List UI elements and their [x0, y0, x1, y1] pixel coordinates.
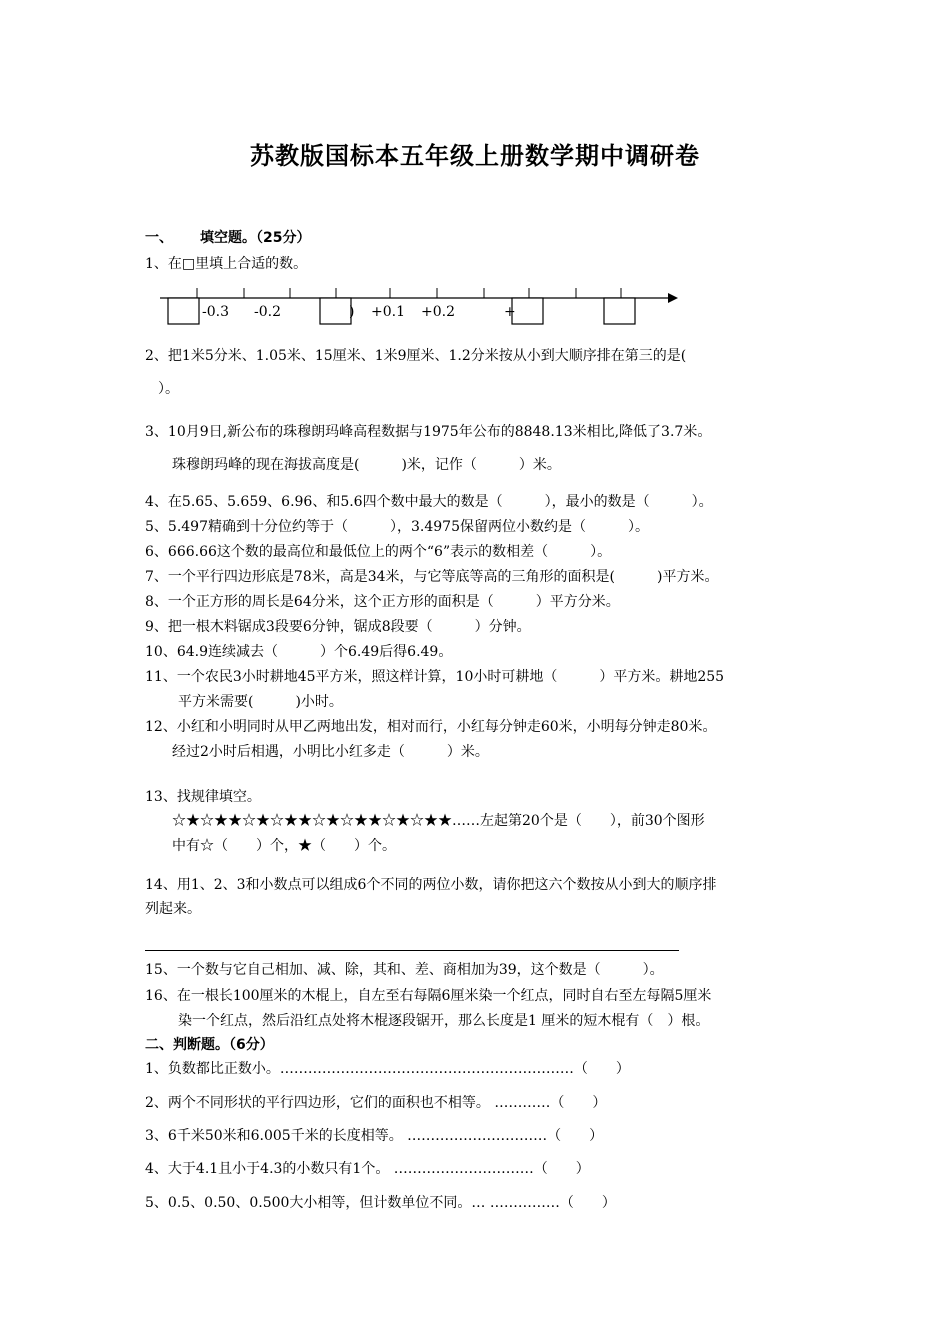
- question-3-cont: 珠穆朗玛峰的现在海拔高度是( )米，记作（ ）米。: [172, 457, 561, 473]
- question-14-cont: 列起来。: [145, 901, 201, 917]
- number-line-arrow-icon: [668, 293, 678, 303]
- question-13-pattern: ☆★☆★★☆★☆★★☆★☆★★☆★☆★★……左起第20个是（ ），前30个图形: [172, 813, 705, 829]
- question-2-cont: ）。: [158, 381, 179, 397]
- answer-box: [168, 298, 199, 324]
- question-2: 2、把1米5分米、1.05米、15厘米、1米9厘米、1.2分米按从小到大顺序排在第三的是(: [145, 348, 687, 364]
- judge-item: 5、0.5、0.50、0.500大小相等，但计数单位不同。… ……………（ ）: [145, 1195, 616, 1211]
- question-15: 15、一个数与它自己相加、减、除，其和、差、商相加为39，这个数是（ ）。: [145, 962, 664, 978]
- tick-label: -0.2: [254, 304, 281, 320]
- question-9: 9、把一根木料锯成3段要6分钟，锯成8段要（ ）分钟。: [145, 619, 531, 635]
- judge-item: 2、两个不同形状的平行四边形，它们的面积也不相等。 …………（ ）: [145, 1095, 607, 1111]
- question-12: 12、小红和小明同时从甲乙两地出发，相对而行，小红每分钟走60米，小明每分钟走80米。: [145, 719, 717, 735]
- question-5: 5、5.497精确到十分位约等于（ ），3.4975保留两位小数约是（ ）。: [145, 519, 649, 535]
- section-1-number: 一、: [145, 230, 173, 246]
- answer-box: [512, 298, 543, 324]
- judge-item: 3、6千米50米和6.005千米的长度相等。 …………………………（ ）: [145, 1128, 604, 1144]
- answer-box: [320, 298, 351, 324]
- section-2-heading: 二、判断题。（6分）: [145, 1037, 274, 1053]
- judge-item: 4、大于4.1且小于4.3的小数只有1个。 …………………………（ ）: [145, 1161, 590, 1177]
- tick-label: +0.2: [421, 304, 455, 320]
- question-11-cont: 平方米需要( )小时。: [178, 694, 343, 710]
- judge-item: 1、负数都比正数小。………………………………………………………（ ）: [145, 1061, 630, 1077]
- number-line: [0, 0, 950, 340]
- question-16: 16、在一根长100厘米的木棍上，自左至右每隔6厘米染一个红点，同时自右至左每隔5厘米: [145, 988, 712, 1004]
- answer-line: [145, 950, 679, 951]
- question-6: 6、666.66这个数的最高位和最低位上的两个“6”表示的数相差（ ）。: [145, 544, 612, 560]
- tick-label: -0.3: [202, 304, 229, 320]
- question-13-cont: 中有☆（ ）个，★（ ）个。: [172, 838, 396, 854]
- question-3: 3、10月9日,新公布的珠穆朗玛峰高程数据与1975年公布的8848.13米相比,降低了3.7米。: [145, 424, 712, 440]
- tick-label: ): [349, 304, 355, 320]
- tick-label: +0.1: [371, 304, 405, 320]
- question-8: 8、一个正方形的周长是64分米，这个正方形的面积是（ ）平方分米。: [145, 594, 620, 610]
- page-title: 苏教版国标本五年级上册数学期中调研卷: [250, 142, 700, 170]
- question-1: 1、在□里填上合适的数。: [145, 256, 308, 272]
- question-13: 13、找规律填空。: [145, 789, 261, 805]
- section-1-heading: 填空题。（25分）: [200, 230, 311, 246]
- question-14: 14、用1、2、3和小数点可以组成6个不同的两位小数，请你把这六个数按从小到大的顺序排: [145, 877, 717, 893]
- question-16-cont: 染一个红点，然后沿红点处将木棍逐段锯开，那么长度是1 厘米的短木棍有（ ）根。: [178, 1013, 710, 1029]
- question-7: 7、一个平行四边形底是78米，高是34米，与它等底等高的三角形的面积是( )平方米。: [145, 569, 719, 585]
- question-11: 11、一个农民3小时耕地45平方米，照这样计算，10小时可耕地（ ）平方米。耕地255: [145, 669, 725, 685]
- answer-box: [604, 298, 635, 324]
- question-10: 10、64.9连续减去（ ）个6.49后得6.49。: [145, 644, 453, 660]
- question-4: 4、在5.65、5.659、6.96、和5.6四个数中最大的数是（ ），最小的数是（ ）。: [145, 494, 713, 510]
- tick-label: +: [504, 304, 516, 320]
- question-12-cont: 经过2小时后相遇，小明比小红多走（ ）米。: [172, 744, 489, 760]
